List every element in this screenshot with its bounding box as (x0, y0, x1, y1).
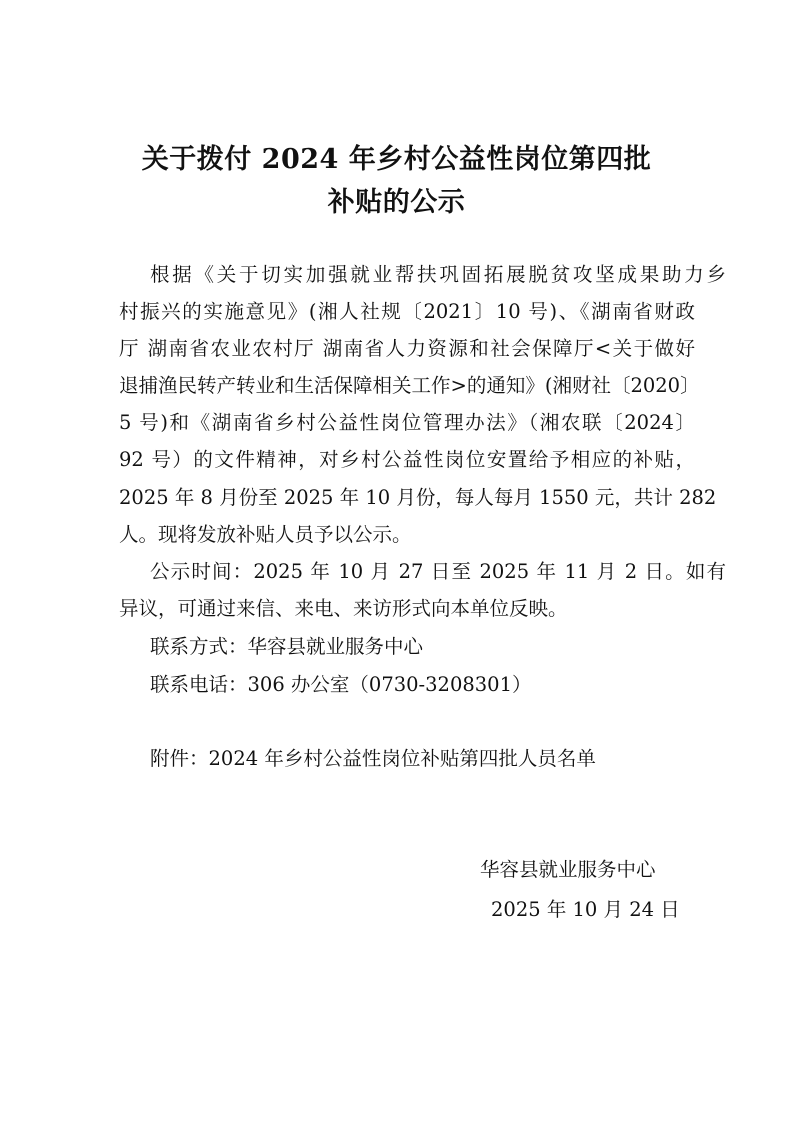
paragraph-line: 村振兴的实施意见》(湘人社规〔2021〕10 号)、《湖南省财政 (119, 300, 695, 323)
document-title-line-2: 补贴的公示 (327, 187, 466, 218)
signature-date: 2025 年 10 月 24 日 (491, 898, 680, 921)
paragraph-line: 异议，可通过来信、来电、来访形式向本单位反映。 (119, 597, 568, 620)
contact-phone: 联系电话：306 办公室（0730-3208301） (150, 673, 532, 696)
attachment-note: 附件：2024 年乡村公益性岗位补贴第四批人员名单 (150, 747, 596, 770)
paragraph-line: 退捕渔民转产转业和生活保障相关工作>的通知》(湘财社〔2020〕 (119, 374, 700, 397)
paragraph-line: 92 号）的文件精神，对乡村公益性岗位安置给予相应的补贴， (119, 448, 695, 471)
signature-organization: 华容县就业服务中心 (480, 858, 656, 881)
paragraph-line: 公示时间：2025 年 10 月 27 日至 2025 年 11 月 2 日。如有 (150, 560, 726, 583)
contact-method: 联系方式：华容县就业服务中心 (150, 635, 424, 658)
paragraph-line: 厅 湖南省农业农村厅 湖南省人力资源和社会保障厅<关于做好 (119, 337, 695, 360)
paragraph-line: 根据《关于切实加强就业帮扶巩固拓展脱贫攻坚成果助力乡 (150, 263, 726, 286)
document-title-line-1: 关于拨付 2024 年乡村公益性岗位第四批 (141, 144, 652, 175)
paragraph-line: 5 号)和《湖南省乡村公益性岗位管理办法》（湘农联〔2024〕 (119, 411, 695, 434)
paragraph-line: 2025 年 8 月份至 2025 年 10 月份，每人每月 1550 元，共计 282 (119, 486, 717, 509)
paragraph-line: 人。现将发放补贴人员予以公示。 (119, 523, 412, 546)
